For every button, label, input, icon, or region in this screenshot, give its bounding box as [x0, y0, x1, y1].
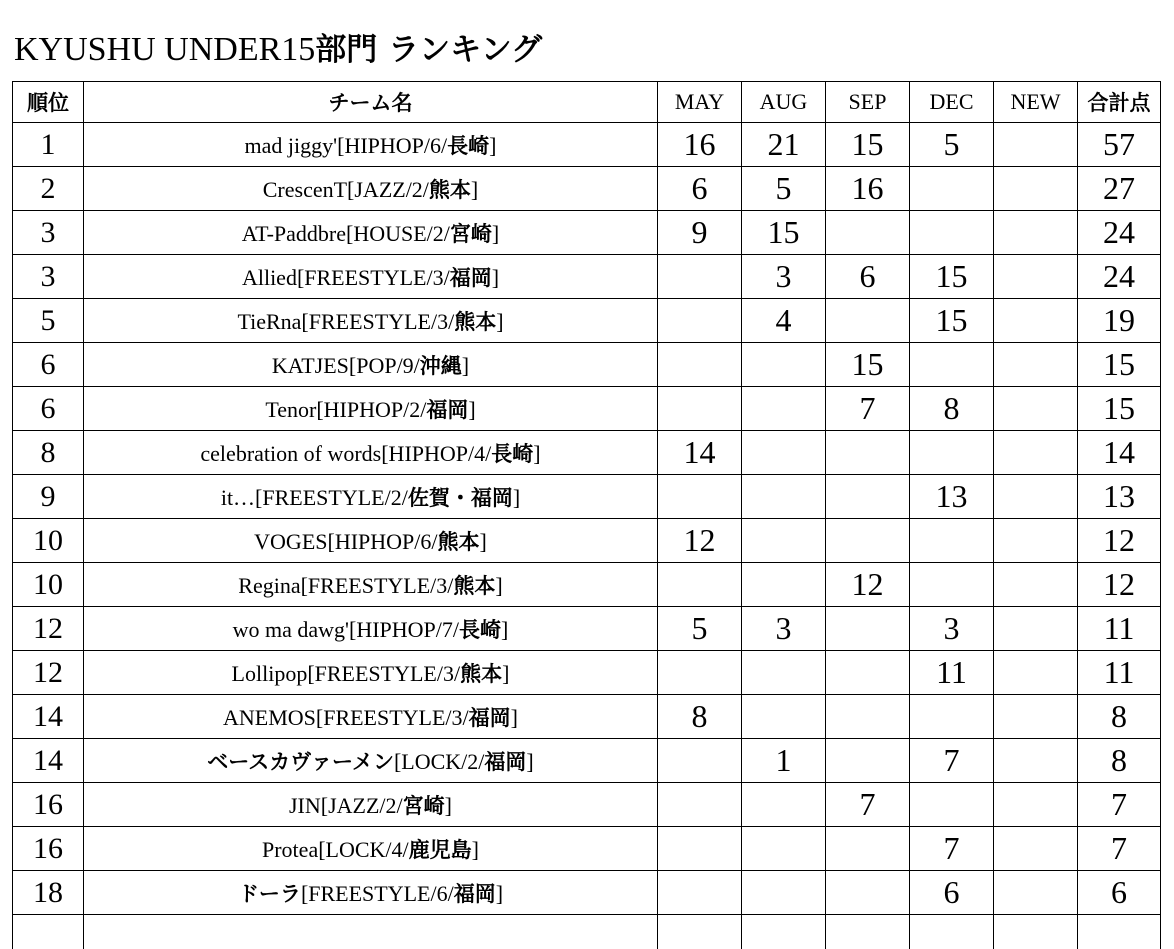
team-name-part: 福岡	[468, 705, 511, 730]
rank-cell: 5	[13, 299, 84, 343]
score-cell	[826, 739, 910, 783]
team-cell	[84, 827, 658, 871]
score-cell	[742, 651, 826, 695]
score-cell	[742, 519, 826, 563]
score-cell: 12	[658, 519, 742, 563]
team-name-part: ]	[489, 132, 497, 158]
empty-cell	[910, 915, 994, 949]
score-cell: 12	[826, 563, 910, 607]
score-cell	[994, 255, 1078, 299]
team-cell	[84, 431, 658, 475]
rank-cell: 18	[13, 871, 84, 915]
team-name-part: ]	[526, 748, 534, 774]
score-cell	[910, 519, 994, 563]
score-cell: 1	[742, 739, 826, 783]
header-total: 合計点	[1078, 82, 1161, 123]
team-name-part: ]	[444, 792, 452, 818]
table-row	[13, 739, 1161, 783]
score-cell	[826, 607, 910, 651]
team-name-part: ベースカヴァーメン	[207, 749, 394, 774]
team-name-part: 沖縄	[419, 353, 462, 378]
score-cell	[994, 123, 1078, 167]
score-cell	[994, 431, 1078, 475]
team-name-part: ]	[502, 660, 510, 686]
score-cell	[994, 871, 1078, 915]
score-cell	[910, 695, 994, 739]
team-name-part: 宮崎	[402, 793, 445, 818]
score-cell	[826, 827, 910, 871]
score-cell	[910, 343, 994, 387]
team-cell	[84, 651, 658, 695]
score-cell	[826, 519, 910, 563]
team-name-part: ANEMOS[FREESTYLE/3/	[222, 704, 469, 730]
rank-cell: 6	[13, 387, 84, 431]
score-cell	[826, 871, 910, 915]
score-cell	[994, 607, 1078, 651]
score-cell: 16	[658, 123, 742, 167]
table-row	[13, 387, 1161, 431]
table-row	[13, 607, 1161, 651]
score-cell	[994, 343, 1078, 387]
title-latin: KYUSHU UNDER15	[14, 31, 316, 68]
team-name-part: AT-Paddbre[HOUSE/2/	[241, 220, 450, 246]
total-cell: 24	[1078, 255, 1161, 299]
score-cell: 7	[826, 783, 910, 827]
team-cell	[84, 387, 658, 431]
rank-cell: 16	[13, 827, 84, 871]
total-cell: 15	[1078, 387, 1161, 431]
score-cell: 15	[826, 343, 910, 387]
rank-cell: 6	[13, 343, 84, 387]
total-cell: 8	[1078, 739, 1161, 783]
score-cell: 5	[658, 607, 742, 651]
score-cell	[742, 431, 826, 475]
score-cell	[658, 651, 742, 695]
team-name-part: 熊本	[437, 529, 480, 554]
score-cell: 9	[658, 211, 742, 255]
score-cell	[742, 475, 826, 519]
total-cell: 19	[1078, 299, 1161, 343]
rank-cell: 14	[13, 695, 84, 739]
rank-cell: 2	[13, 167, 84, 211]
team-cell	[84, 343, 658, 387]
total-cell: 6	[1078, 871, 1161, 915]
team-cell	[84, 475, 658, 519]
score-cell	[910, 431, 994, 475]
score-cell	[658, 255, 742, 299]
team-name-part: ドーラ	[237, 881, 301, 906]
score-cell	[910, 563, 994, 607]
header-month: NEW	[994, 82, 1078, 123]
score-cell	[910, 167, 994, 211]
score-cell	[826, 475, 910, 519]
team-name-part: 福岡	[453, 881, 496, 906]
score-cell: 16	[826, 167, 910, 211]
rank-cell: 12	[13, 651, 84, 695]
rank-cell: 14	[13, 739, 84, 783]
team-name-part: ]	[510, 704, 518, 730]
team-name-part: 福岡	[449, 265, 492, 290]
score-cell: 11	[910, 651, 994, 695]
total-cell: 15	[1078, 343, 1161, 387]
score-cell	[742, 387, 826, 431]
team-name-part: 佐賀・福岡	[407, 485, 513, 510]
team-name-part: celebration of words[HIPHOP/4/	[200, 440, 492, 466]
table-row	[13, 783, 1161, 827]
team-name-part: Protea[LOCK/4/	[262, 836, 409, 862]
score-cell	[742, 783, 826, 827]
score-cell: 15	[910, 299, 994, 343]
total-cell: 12	[1078, 563, 1161, 607]
team-cell	[84, 783, 658, 827]
team-cell	[84, 871, 658, 915]
table-row	[13, 519, 1161, 563]
team-name-part: ]	[471, 836, 479, 862]
team-name-part: ]	[470, 176, 479, 202]
empty-cell	[742, 915, 826, 949]
empty-cell	[826, 915, 910, 949]
score-cell	[658, 387, 742, 431]
score-cell: 15	[910, 255, 994, 299]
score-cell: 6	[826, 255, 910, 299]
score-cell: 6	[910, 871, 994, 915]
table-row	[13, 431, 1161, 475]
empty-cell	[84, 915, 658, 949]
total-cell: 7	[1078, 783, 1161, 827]
team-cell	[84, 695, 658, 739]
team-name-part: Allied[FREESTYLE/3/	[241, 264, 450, 290]
score-cell	[658, 827, 742, 871]
score-cell	[826, 695, 910, 739]
team-name-part: Tenor[HIPHOP/2/	[265, 396, 427, 422]
table-row	[13, 167, 1161, 211]
team-name-part: 鹿児島	[408, 837, 472, 862]
score-cell	[658, 783, 742, 827]
team-name-part: ]	[512, 484, 521, 510]
team-name-part: wo ma dawg'[HIPHOP/7/	[232, 616, 460, 642]
team-name-part: ]	[501, 616, 509, 642]
team-cell	[84, 255, 658, 299]
rank-cell: 12	[13, 607, 84, 651]
table-row	[13, 211, 1161, 255]
empty-cell	[1078, 915, 1161, 949]
table-row	[13, 871, 1161, 915]
team-cell	[84, 167, 658, 211]
team-name-part: JIN[JAZZ/2/	[289, 792, 403, 818]
team-name-part: 福岡	[426, 397, 469, 422]
score-cell	[910, 211, 994, 255]
team-cell	[84, 607, 658, 651]
total-cell: 57	[1078, 123, 1161, 167]
team-cell	[84, 519, 658, 563]
team-name-part: 長崎	[447, 133, 490, 158]
total-cell: 11	[1078, 607, 1161, 651]
score-cell	[742, 827, 826, 871]
page-title	[14, 22, 542, 78]
score-cell	[826, 651, 910, 695]
team-name-part: [FREESTYLE/6/	[300, 880, 454, 906]
team-cell	[84, 563, 658, 607]
rank-cell: 9	[13, 475, 84, 519]
score-cell: 8	[658, 695, 742, 739]
team-name-part: ]	[495, 572, 503, 598]
rank-cell: 16	[13, 783, 84, 827]
team-name-part: TieRna[FREESTYLE/3/	[237, 308, 455, 334]
score-cell: 7	[910, 827, 994, 871]
score-cell	[742, 343, 826, 387]
team-name-part: VOGES[HIPHOP/6/	[254, 528, 438, 554]
header-row	[13, 82, 1161, 123]
empty-cell	[994, 915, 1078, 949]
table-row	[13, 563, 1161, 607]
total-cell: 12	[1078, 519, 1161, 563]
score-cell	[994, 563, 1078, 607]
rank-cell: 8	[13, 431, 84, 475]
team-cell	[84, 299, 658, 343]
team-name-part: 長崎	[491, 441, 534, 466]
score-cell	[826, 431, 910, 475]
team-name-part: 熊本	[428, 177, 471, 202]
ranking-table	[12, 81, 1161, 949]
table-row	[13, 255, 1161, 299]
score-cell: 15	[826, 123, 910, 167]
score-cell: 3	[742, 255, 826, 299]
table-row	[13, 299, 1161, 343]
empty-row	[13, 915, 1161, 949]
team-name-part: CrescenT[JAZZ/2/	[262, 176, 429, 202]
score-cell	[658, 475, 742, 519]
rank-cell: 10	[13, 519, 84, 563]
score-cell: 21	[742, 123, 826, 167]
team-name-part: KATJES[POP/9/	[271, 352, 420, 378]
team-name-part: it…[FREESTYLE/2/	[220, 484, 408, 510]
score-cell	[910, 783, 994, 827]
rank-cell: 1	[13, 123, 84, 167]
team-name-part: ]	[491, 264, 500, 290]
team-name-part: [LOCK/2/	[393, 748, 485, 774]
score-cell	[994, 695, 1078, 739]
table-row	[13, 827, 1161, 871]
rank-cell: 3	[13, 255, 84, 299]
score-cell	[658, 563, 742, 607]
team-name-part: Lollipop[FREESTYLE/3/	[231, 660, 461, 686]
score-cell	[994, 651, 1078, 695]
team-name-part: ]	[461, 352, 470, 378]
header-month: DEC	[910, 82, 994, 123]
header-month: SEP	[826, 82, 910, 123]
team-cell	[84, 739, 658, 783]
table-row	[13, 475, 1161, 519]
header-rank: 順位	[13, 82, 84, 123]
total-cell: 13	[1078, 475, 1161, 519]
score-cell	[994, 739, 1078, 783]
header-month: MAY	[658, 82, 742, 123]
total-cell: 8	[1078, 695, 1161, 739]
score-cell	[994, 387, 1078, 431]
total-cell: 27	[1078, 167, 1161, 211]
team-name-part: 長崎	[459, 617, 502, 642]
score-cell	[658, 871, 742, 915]
team-name-part: 熊本	[453, 573, 496, 598]
score-cell	[826, 211, 910, 255]
team-name-part: 熊本	[460, 661, 503, 686]
header-team: チーム名	[84, 82, 658, 123]
team-name-part: ]	[496, 308, 504, 334]
score-cell: 15	[742, 211, 826, 255]
score-cell	[994, 519, 1078, 563]
team-cell	[84, 211, 658, 255]
table-row	[13, 695, 1161, 739]
score-cell: 3	[910, 607, 994, 651]
table-row	[13, 651, 1161, 695]
rank-cell: 3	[13, 211, 84, 255]
score-cell	[994, 475, 1078, 519]
total-cell: 11	[1078, 651, 1161, 695]
table-row	[13, 123, 1161, 167]
total-cell: 24	[1078, 211, 1161, 255]
score-cell: 3	[742, 607, 826, 651]
total-cell: 7	[1078, 827, 1161, 871]
score-cell	[826, 299, 910, 343]
score-cell: 13	[910, 475, 994, 519]
score-cell: 5	[742, 167, 826, 211]
score-cell: 7	[826, 387, 910, 431]
empty-cell	[13, 915, 84, 949]
team-name-part: mad jiggy'[HIPHOP/6/	[244, 132, 448, 158]
score-cell	[742, 695, 826, 739]
team-cell	[84, 123, 658, 167]
team-name-part: Regina[FREESTYLE/3/	[238, 572, 454, 598]
team-name-part: ]	[495, 880, 504, 906]
team-name-part: ]	[533, 440, 541, 466]
score-cell	[994, 783, 1078, 827]
score-cell	[658, 739, 742, 783]
score-cell	[994, 211, 1078, 255]
score-cell	[994, 827, 1078, 871]
score-cell	[994, 167, 1078, 211]
team-name-part: ]	[491, 220, 500, 246]
score-cell: 6	[658, 167, 742, 211]
empty-cell	[658, 915, 742, 949]
score-cell	[742, 871, 826, 915]
score-cell	[742, 563, 826, 607]
team-name-part: 福岡	[484, 749, 527, 774]
title-japanese: 部門 ランキング	[315, 32, 543, 68]
team-name-part: ]	[479, 528, 487, 554]
score-cell: 5	[910, 123, 994, 167]
rank-cell: 10	[13, 563, 84, 607]
team-name-part: 熊本	[454, 309, 497, 334]
score-cell: 14	[658, 431, 742, 475]
team-name-part: ]	[468, 396, 476, 422]
score-cell	[658, 343, 742, 387]
header-month: AUG	[742, 82, 826, 123]
score-cell: 8	[910, 387, 994, 431]
score-cell: 7	[910, 739, 994, 783]
score-cell	[994, 299, 1078, 343]
total-cell: 14	[1078, 431, 1161, 475]
score-cell	[658, 299, 742, 343]
score-cell: 4	[742, 299, 826, 343]
table-row	[13, 343, 1161, 387]
team-name-part: 宮崎	[449, 221, 492, 246]
